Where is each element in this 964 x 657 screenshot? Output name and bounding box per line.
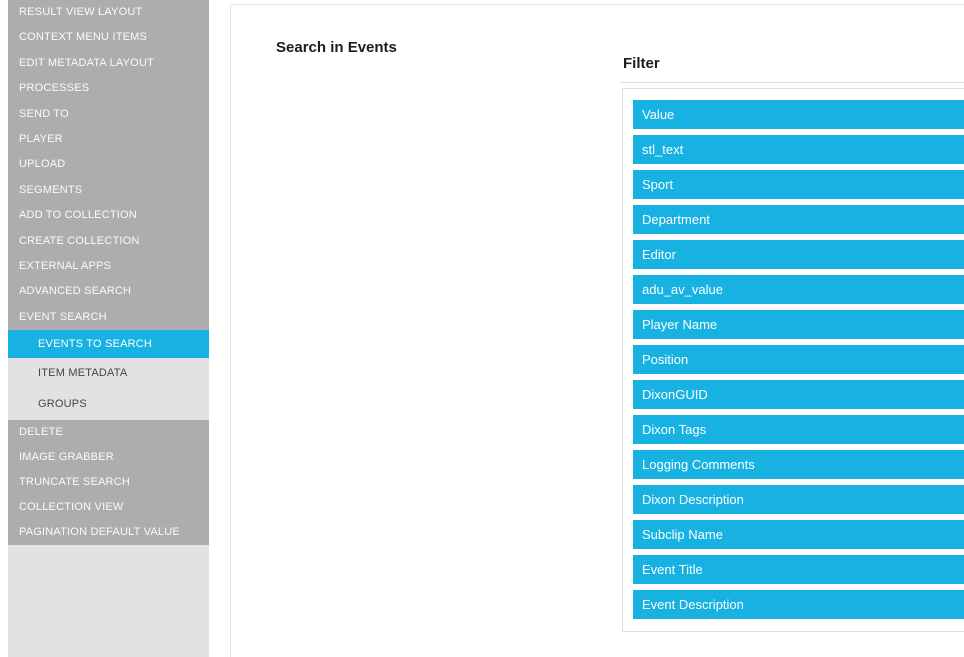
sidebar-item-advanced-search[interactable]: ADVANCED SEARCH bbox=[19, 285, 132, 298]
sidebar-item-context-menu-items[interactable]: CONTEXT MENU ITEMS bbox=[19, 31, 148, 44]
sidebar-item-processes[interactable]: PROCESSES bbox=[19, 82, 90, 95]
filter-label: Filter bbox=[623, 55, 660, 72]
sidebar-subitem-groups[interactable]: GROUPS bbox=[8, 389, 209, 420]
sidebar-section-event-search bbox=[8, 330, 209, 420]
filter-item-value[interactable]: Value bbox=[633, 100, 964, 129]
sidebar-item-external-apps[interactable]: EXTERNAL APPS bbox=[19, 259, 112, 272]
sidebar-item-add-to-collection[interactable]: ADD TO COLLECTION bbox=[19, 209, 137, 222]
sidebar-item-send-to[interactable]: SEND TO bbox=[19, 107, 69, 120]
sidebar-item-upload[interactable]: UPLOAD bbox=[19, 158, 66, 171]
filter-item-dixon-description[interactable]: Dixon Description bbox=[633, 485, 964, 514]
sidebar-section-top bbox=[8, 0, 209, 330]
filter-item-event-description[interactable]: Event Description bbox=[633, 590, 964, 619]
filter-item-department[interactable]: Department bbox=[633, 205, 964, 234]
page-title: Search in Events bbox=[276, 39, 397, 56]
filter-item-event-title[interactable]: Event Title bbox=[633, 555, 964, 584]
filter-item-adu-av-value[interactable]: adu_av_value bbox=[633, 275, 964, 304]
filter-item-player-name[interactable]: Player Name bbox=[633, 310, 964, 339]
settings-sidebar bbox=[8, 0, 209, 657]
sidebar-item-pagination-default-value[interactable]: PAGINATION DEFAULT VALUE bbox=[19, 526, 180, 539]
sidebar-item-event-search[interactable]: EVENT SEARCH bbox=[19, 310, 107, 323]
filter-item-editor[interactable]: Editor bbox=[633, 240, 964, 269]
filter-item-logging-comments[interactable]: Logging Comments bbox=[633, 450, 964, 479]
filter-panel bbox=[622, 88, 964, 632]
sidebar-subitem-item-metadata[interactable]: ITEM METADATA bbox=[8, 358, 209, 389]
filter-item-stl-text[interactable]: stl_text bbox=[633, 135, 964, 164]
sidebar-item-edit-metadata-layout[interactable]: EDIT METADATA LAYOUT bbox=[19, 56, 155, 69]
filter-item-dixonguid[interactable]: DixonGUID bbox=[633, 380, 964, 409]
filter-item-sport[interactable]: Sport bbox=[633, 170, 964, 199]
sidebar-item-truncate-search[interactable]: TRUNCATE SEARCH bbox=[19, 476, 130, 489]
filter-separator bbox=[620, 82, 964, 83]
sidebar-subitem-events-to-search[interactable]: EVENTS TO SEARCH bbox=[8, 330, 209, 358]
sidebar-item-image-grabber[interactable]: IMAGE GRABBER bbox=[19, 451, 114, 464]
sidebar-item-delete[interactable]: DELETE bbox=[19, 426, 63, 439]
sidebar-filler bbox=[8, 545, 209, 657]
sidebar-item-collection-view[interactable]: COLLECTION VIEW bbox=[19, 501, 124, 514]
sidebar-item-result-view-layout[interactable]: RESULT VIEW LAYOUT bbox=[19, 6, 143, 18]
sidebar-item-create-collection[interactable]: CREATE COLLECTION bbox=[19, 234, 140, 247]
sidebar-section-bottom bbox=[8, 420, 209, 545]
filter-item-dixon-tags[interactable]: Dixon Tags bbox=[633, 415, 964, 444]
filter-item-position[interactable]: Position bbox=[633, 345, 964, 374]
filter-item-subclip-name[interactable]: Subclip Name bbox=[633, 520, 964, 549]
sidebar-item-player[interactable]: PLAYER bbox=[19, 132, 63, 145]
sidebar-item-segments[interactable]: SEGMENTS bbox=[19, 183, 83, 196]
